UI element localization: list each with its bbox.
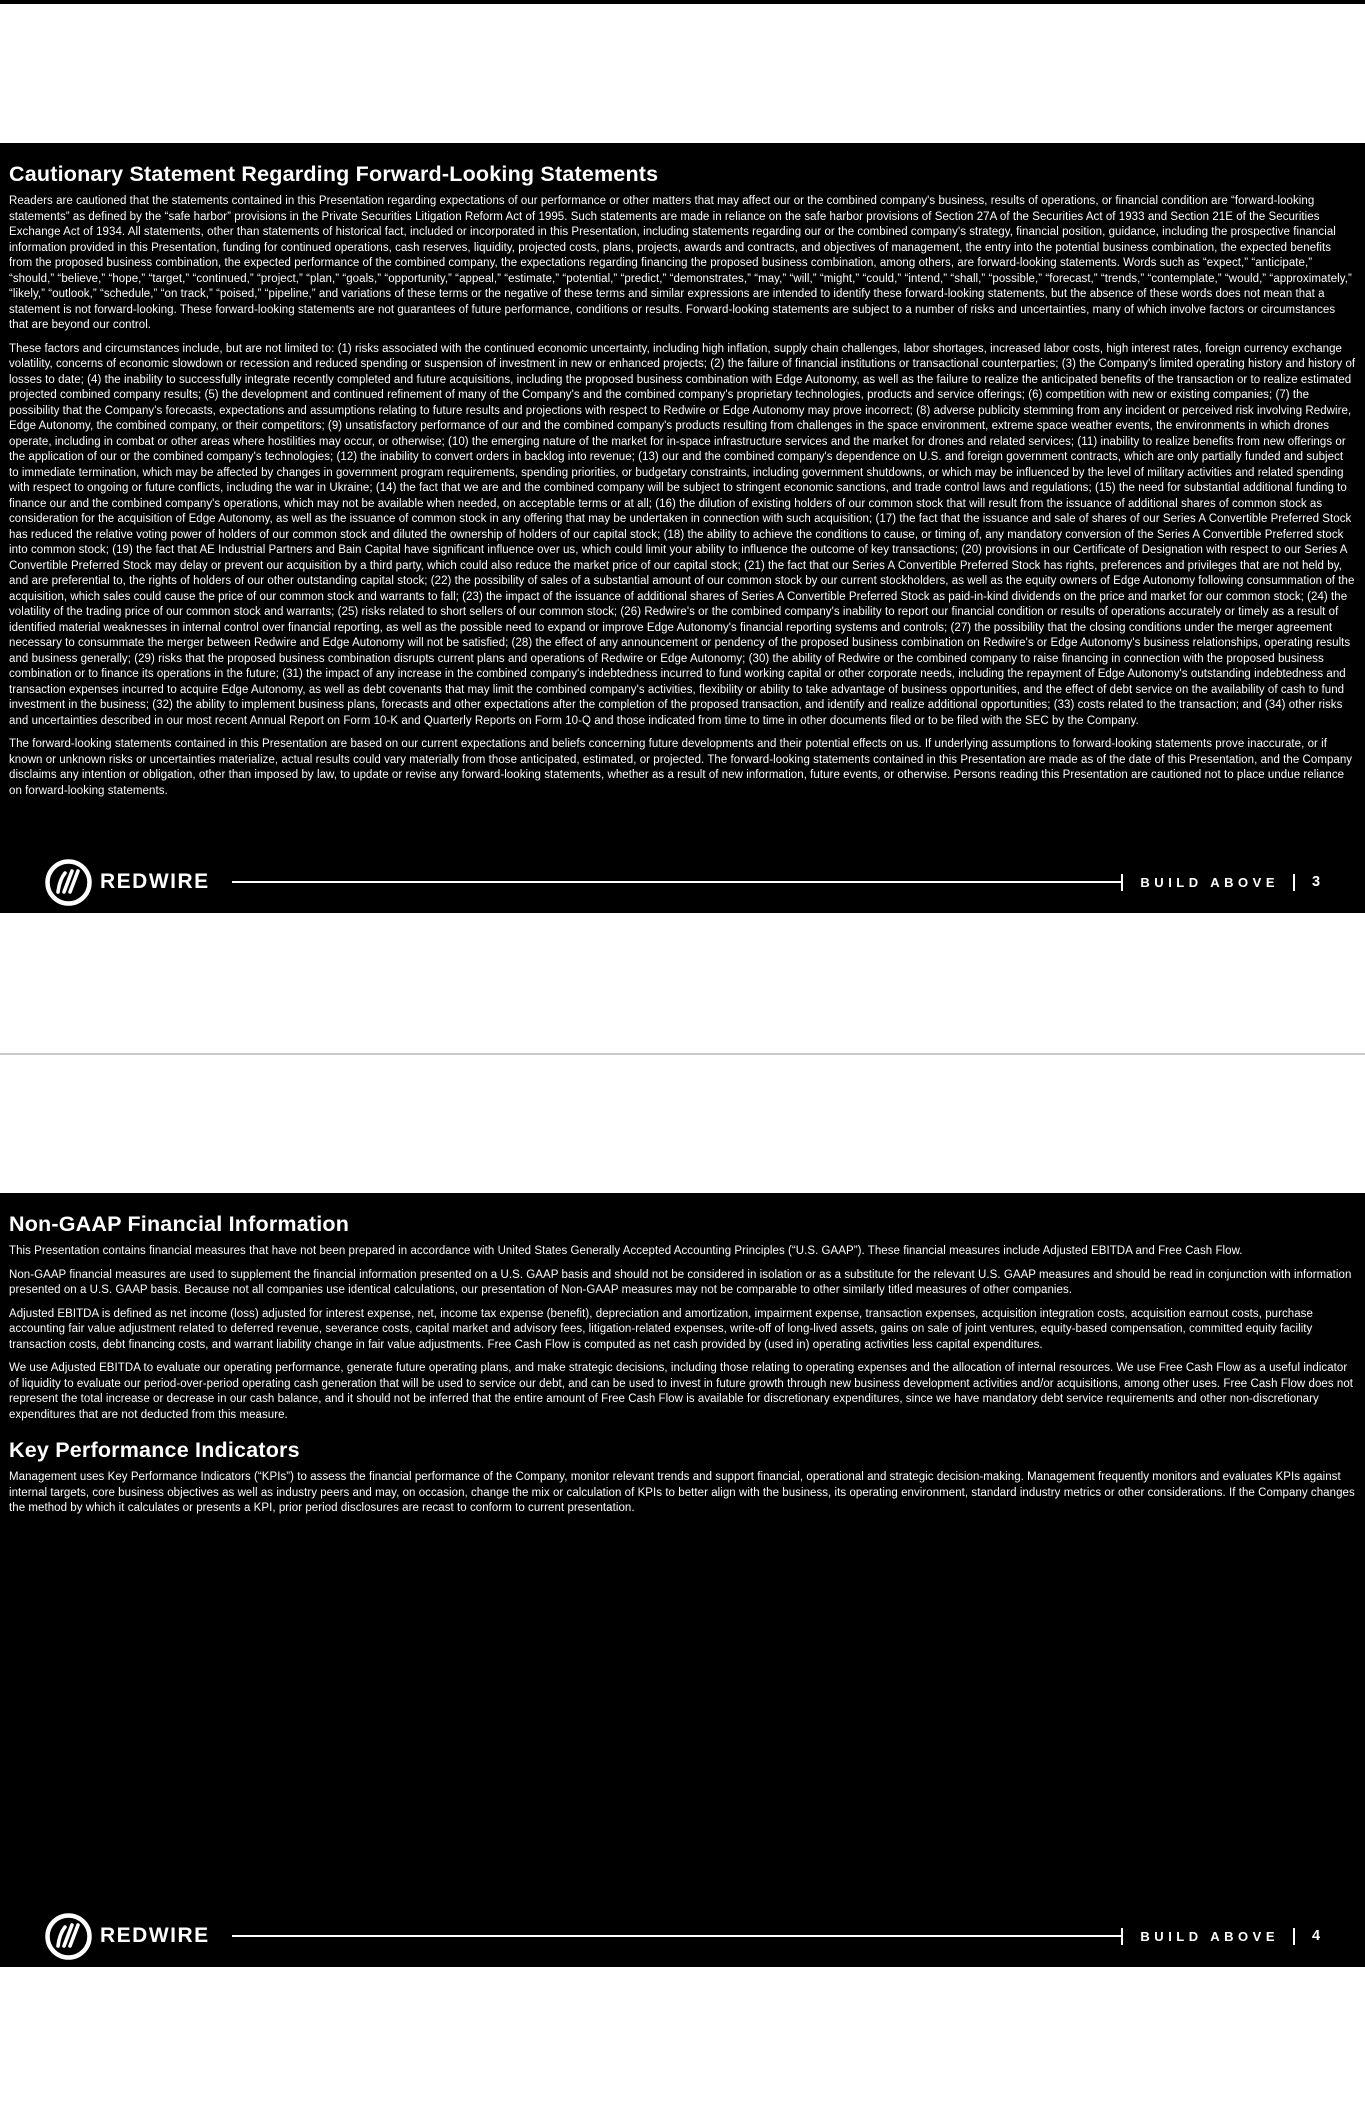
footer-rule [232,881,1122,883]
paragraph-adjusted-ebitda-definition: Adjusted EBITDA is defined as net income (loss) adjusted for interest expense, net, income tax expense (benefit), depreciation and amortization, impairment expense, transaction expenses, acquisition integration costs, acquisition earnout costs, purchase accounting fair value adjustment related to deferred revenue, severance costs, capital market and advisory fees, litigation-related expenses, write-off of long-lived assets, gains on sale of joint ventures, equity-based compensation, committed equity facility transaction costs, debt financing costs, and warrant liability change in fair value adjustments. Free Cash Flow is computed as net cash provided by (used in) operating activities less capital expenditures. [9,1307,1313,1351]
redwire-logo-icon [44,858,93,907]
paragraph-no-obligation: The forward-looking statements contained in this Presentation are based on our current expectations and beliefs concerning future developments and their potential effects on us. If underlying assumptions to forward-looking statements prove inaccurate, or if known or unknown risks or uncertainties materialize, actual results could vary materially from those anticipated, estimated, or projected. The forward-looking statements contained in this Presentation are made as of the date of this Presentation, and the Company disclaims any intention or obligation, other than imposed by law, to update or revise any forward-looking statements, whether as a result of new information, future events, or otherwise. Persons reading this Presentation are cautioned not to place undue reliance on forward-looking statements. [9,738,1353,797]
section-title-kpi: Key Performance Indicators [9,1438,300,1462]
footer-rule-tick [1121,1928,1123,1945]
page-number: 3 [1311,874,1321,890]
build-above-tagline: BUILD ABOVE [1140,874,1279,890]
paragraph-non-gaap-supplement: Non-GAAP financial measures are used to supplement the financial information presented on a U.S. GAAP basis and should not be considered in isolation or as a substitute for the relevant U.S. GAAP measures and should be read in conjunction with information presented on a U.S. GAAP basis. Because not all companies use identical calculations, our presentation of Non-GAAP measures may not be comparable to other similarly titled measures of other companies. [9,1268,1352,1296]
footer-rule [232,1935,1122,1937]
redwire-wordmark: REDWIRE [100,870,210,893]
previous-page-edge [0,0,1365,4]
paragraph-risk-factors: These factors and circumstances include, but are not limited to: (1) risks associated with the continued economic uncertainty, including high inflation, supply chain challenges, labor shortages, increased labor costs, high interest rates, foreign currency exchange volatility, concerns of economic slowdown or recession and reduced spending or suspension of investment in new or enhanced projects; (2) the failure of financial institutions or transactional counterparties; (3) the Company's limited operating history and history of losses to date; (4) the inability to successfully integrate recently completed and future acquisitions, including the proposed business combination with Edge Autonomy, as well as the failure to realize the anticipated benefits of the transaction or to realize estimated projected combined company results; (5) the development and continued refinement of many of the Company's and the combined company's proprietary technologies, products and service offerings; (6) competition with new or existing companies; (7) the possibility that the Company's forecasts, expectations and assumptions relating to future results and projections with respect to Redwire or Edge Autonomy may prove incorrect; (8) adverse publicity stemming from any incident or perceived risk involving Redwire, Edge Autonomy, the combined company, or their competitors; (9) unsatisfactory performance of our and the combined company's products resulting from challenges in the space environment, extreme space weather events, the environments in which drones operate, including in combat or other areas where hostilities may occur, or otherwise; (10) the emerging nature of the market for in-space infrastructure services and the market for drones and related services; (11) inability to realize benefits from new offerings or the application of our or the combined company's technologies; (12) the inability to convert orders in backlog into revenue; (13) our and the combined company's dependence on U.S. and foreign government contracts, which are only partially funded and subject to immediate termination, which may be affected by changes in government program requirements, spending priorities, or budgetary constraints, including government shutdowns, or which may be influenced by the level of military activities and related spending with respect to ongoing or future conflicts, including the war in Ukraine; (14) the fact that we are and the combined company will be subject to stringent economic sanctions, and trade control laws and regulations; (15) the need for substantial additional funding to finance our and the combined company's operations, which may not be available when needed, on acceptable terms or at all; (16) the dilution of existing holders of our common stock that will result from the issuance of additional shares of common stock as consideration for the acquisition of Edge Autonomy, as well as the issuance of common stock in any offering that may be undertaken in connection with such acquisition; (17) the fact that the issuance and sale of shares of our Series A Convertible Preferred Stock has reduced the relative voting power of holders of our common stock and diluted the ownership of holders of our capital stock; (18) the ability to achieve the conditions to cause, or timing of, any mandatory conversion of the Series A Convertible Preferred stock into common stock; (19) the fact that AE Industrial Partners and Bain Capital have significant influence over us, which could limit your ability to influence the outcome of key transactions; (20) provisions in our Certificate of Designation with respect to our Series A Convertible Preferred Stock may delay or prevent our acquisition by a third party, which could also reduce the market price of our capital stock; (21) the fact that our Series A Convertible Preferred Stock has rights, preferences and privileges that are not held by, and are preferential to, the rights of holders of our other outstanding capital stock; (22) the possibility of sales of a substantial amount of our common stock by our current stockholders, as well as the equity owners of Edge Autonomy following consummation of the acquisition, which sales could cause the price of our common stock and warrants to fall; (23) the impact of the issuance of additional shares of Series A Convertible Preferred Stock as paid-in-kind dividends on the price and market for our common stock; (24) the volatility of the trading price of our common stock and warrants; (25) risks related to short sellers of our common stock; (26) Redwire's or the combined company's inability to report our financial condition or results of operations accurately or timely as a result of identified material weaknesses in internal control over financial reporting, as well as the possible need to expand or improve Edge Autonomy's financial reporting systems and controls; (27) the possibility that the closing conditions under the merger agreement necessary to consummate the merger between Redwire and Edge Autonomy will not be satisfied; (28) the effect of any announcement or pendency of the proposed business combination on Redwire's or Edge Autonomy's business relationships, operating results and business generally; (29) risks that the proposed business combination disrupts current plans and operations of Redwire or Edge Autonomy; (30) the ability of Redwire or the combined company to raise financing in connection with the proposed business combination or to finance its operations in the future; (31) the impact of any increase in the combined company's indebtedness incurred to fund working capital or other corporate needs, including the repayment of Edge Autonomy's outstanding indebtedness and transaction expenses incurred to acquire Edge Autonomy, as well as debt covenants that may limit the combined company's activities, flexibility or ability to take advantage of business opportunities, and the effect of debt service on the availability of cash to fund investment in the business; (32) the ability to implement business plans, forecasts and other expectations after the completion of the proposed transaction, and identify and realize additional opportunities; (33) costs related to the transaction; and (34) other risks and uncertainties described in our most recent Annual Report on Form 10-K and Quarterly Reports on Form 10-Q and those indicated from time to time in other documents filed or to be filed with the SEC by the Company. [9,342,1356,727]
slide-cautionary-statement [0,143,1365,913]
page-divider-line [0,1053,1365,1055]
paragraph-non-gaap-intro: This Presentation contains financial measures that have not been prepared in accordance with United States Generally Accepted Accounting Principles (“U.S. GAAP”). These financial measures include Adjusted EBITDA and Free Cash Flow. [9,1245,1243,1257]
paragraph-forward-looking-intro: Readers are cautioned that the statements contained in this Presentation regarding expectations of our performance or other matters that may affect our or the combined company's business, results of operations, or financial condition are “forward-looking statements” as defined by the “safe harbor” provisions in the Private Securities Litigation Reform Act of 1995. Such statements are made in reliance on the safe harbor provisions of Section 27A of the Securities Act of 1933 and Section 21E of the Securities Exchange Act of 1934. All statements, other than statements of historical fact, included or incorporated in this Presentation, including statements regarding our or the combined company's strategy, financial position, guidance, including the prospective financial information provided in this Presentation, funding for continued operations, cash reserves, liquidity, projected costs, plans, projects, awards and contracts, and objectives of management, the entry into the potential business combination, the expected benefits from the proposed business combination, the expected performance of the combined company, the expectations regarding financing the proposed business combination, among others, are forward-looking statements. Words such as “expect,” “anticipate,” “should,” “believe,” “hope,” “target,” “continued,” “project,” “plan,” “goals,” “opportunity,” “appeal,” “estimate,” “potential,” “predict,” “demonstrates,” “may,” “will,” “might,” “could,” “intend,” “shall,” “possible,” “forecast,” “trends,” “contemplate,” “would,” “approximately,” “likely,” “outlook,” “schedule,” “on track,” “poised,” “pipeline,” and variations of these terms or the negative of these terms and similar expressions are intended to identify these forward-looking statements, but the absence of these words does not mean that a statement is not forward-looking. These forward-looking statements are not guarantees of future performance, conditions or results. Forward-looking statements are subject to a number of risks and uncertainties, many of which involve factors or circumstances that are beyond our control. [9,195,1352,331]
footer-rule-tick [1121,874,1123,891]
slide-non-gaap-information [0,1193,1365,1967]
paragraph-use-of-measures: We use Adjusted EBITDA to evaluate our operating performance, generate future operating plans, and make strategic decisions, including those relating to operating expenses and the allocation of internal resources. We use Free Cash Flow as a useful indicator of liquidity to evaluate our period-over-period operating cash generation that will be used to service our debt, and can be used to invest in future growth through new business development activities and/or acquisitions, among other uses. Free Cash Flow does not represent the total increase or decrease in our cash balance, and it should not be inferred that the entire amount of Free Cash Flow is available for discretionary expenditures, since we have mandatory debt service requirements and other non-discretionary expenditures that are not deducted from this measure. [9,1362,1354,1421]
redwire-logo-icon [44,1912,93,1961]
slide-title: Non-GAAP Financial Information [9,1212,350,1236]
redwire-wordmark: REDWIRE [100,1924,210,1947]
page-number: 4 [1311,1928,1321,1944]
slide-footer [44,1911,1337,1961]
slide-title: Cautionary Statement Regarding Forward-Looking Statements [9,162,659,186]
slide-footer [44,857,1337,907]
build-above-tagline: BUILD ABOVE [1140,1928,1279,1944]
paragraph-kpi: Management uses Key Performance Indicators (“KPIs”) to assess the financial performance of the Company, monitor relevant trends and support financial, operational and strategic decision-making. Management frequently monitors and evaluates KPIs against internal targets, core business objectives as well as industry peers and may, on occasion, change the mix or calculation of KPIs to better align with the business, its operating environment, standard industry metrics or other considerations. If the Company changes the method by which it calculates or presents a KPI, prior period disclosures are recast to conform to current presentation. [9,1471,1355,1514]
